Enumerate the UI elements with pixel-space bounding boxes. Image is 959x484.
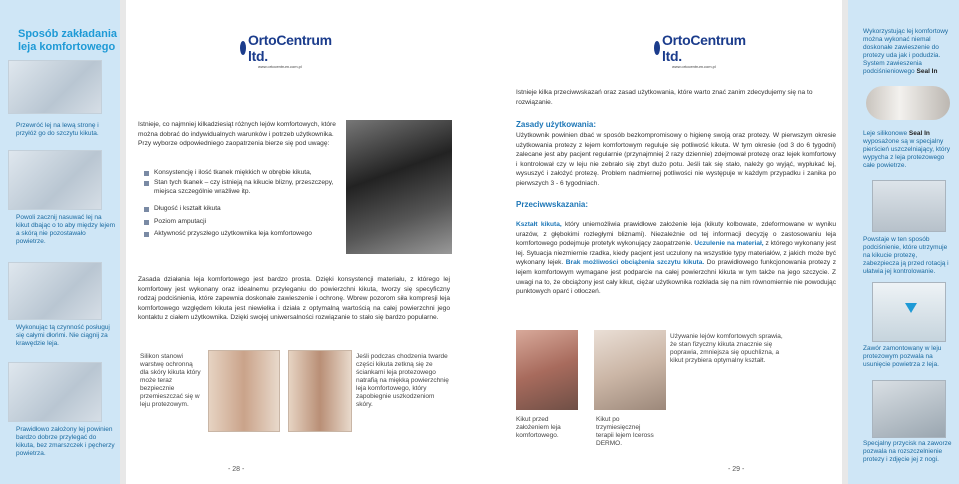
logo-mark-icon bbox=[654, 41, 660, 55]
principle-text: Zasada działania leja komfortowego jest bardzo prosta. Dzięki konsystencji materiału, z którego lej komfortowy jest wykonany oraz idealnemu przyleganiu do powierzchni kikuta, tworzy się specyficzny rodzaj podciśnienia, które zapewnia doskonałe zawieszenie i ochronę. Wbrew pozorom siła kompresji leja komfortowego względem kikuta jest niewielka i działa z optymalną wartością na całej powierzchni jego kontaktu z ciałem użytkownika. Dzięki swojej uniwersalności rozwiązanie to stało się bardzo popularne. bbox=[138, 276, 450, 322]
walk-caption: Jeśli podczas chodzenia twarde części kikuta zetkną się ze ściankami leja protezowego natrafią na miękką powierzchnię leja komfortowego, który zapobiegnie uszkodzeniom skóry. bbox=[356, 353, 449, 408]
seal-ring-caption-pre: Leje silikonowe bbox=[863, 130, 908, 137]
after-photo bbox=[594, 330, 666, 410]
step-3-photo bbox=[8, 262, 102, 320]
seal-ring-caption-post: wyposażone są w specjalny pierścień uszczelniający, który wypycha z leja protezowego całe powietrze. bbox=[863, 138, 950, 169]
before-photo bbox=[516, 330, 578, 410]
logo-url: www.ortocentrum.com.pl bbox=[672, 64, 716, 69]
right-intro: Istnieje kilka przeciwwskazań oraz zasad użytkowania, które warto znać zanim zdecydujemy się na to rozwiązanie. bbox=[516, 89, 813, 106]
contra-1-label: Kształt kikuta, bbox=[516, 221, 562, 228]
list-item: Aktywność przyszłego użytkownika leja komfortowego bbox=[144, 229, 344, 239]
release-button-photo bbox=[872, 380, 946, 438]
silicon-caption: Silikon stanowi warstwę ochronną dla skóry kikuta który może teraz bezpiecznie przemieszczać się w leju protezowym. bbox=[140, 353, 201, 408]
list-item: Poziom amputacji bbox=[144, 217, 344, 227]
step-1-photo bbox=[8, 60, 102, 114]
seal-in-label: Seal In bbox=[908, 130, 930, 137]
silicon-diagram bbox=[208, 350, 280, 432]
logo-name: OrtoCentrum ltd. bbox=[662, 32, 746, 64]
gutter-left bbox=[120, 0, 126, 484]
logo-url: www.ortocentrum.com.pl bbox=[258, 64, 302, 69]
step-3-caption: Wykonując tą czynność posługuj się całymi dłońmi. Nie ciągnij za krawędzie leja. bbox=[16, 324, 110, 347]
intro-text: Istnieje, co najmniej kilkadziesiąt różnych lejów komfortowych, które można dobrać do indywidualnych warunków i potrzeb użytkownika. Przy wyborze odpowiedniego zaopatrzenia bierze się pod uwagę: bbox=[138, 121, 336, 148]
release-caption: Specjalny przycisk na zaworze pozwala na rozszczelnienie protezy i zdjęcie jej z nogi. bbox=[863, 440, 952, 463]
page-number-left: - 28 - bbox=[228, 466, 245, 473]
contra-3-label: Brak możliwości obciążenia szczytu kikuta. bbox=[565, 259, 705, 267]
usage-text: Użytkownik powinien dbać w sposób bezkompromisowy o higienę swoją oraz protezy. W pierwszym okresie użytkowania protezy z lejem komfortowym reguluje się potliwość kikuta. W tym okresie (od 3 do 6 tygodni) zalecane jest aby pacjent regularnie (przynajmniej 2 razy dziennie) zdejmował protezę oraz lejek komfortowy i kontrolował czy w leju nie zebrało się zbyt dużo potu. Jeśli tak się stało, należy go wyjąć, wypłukać lej, wysuszyć i założyć protezę. Problem nadmiernej potliwości nie występuje w każdym przypadku i zanika po pierwszych 3 - 6 tygodniach. bbox=[516, 132, 836, 187]
seal-in-caption-text: Wykorzystując lej komfortowy można wykonać niemal doskonałe zawieszenie do protezy uda jak i podudzia. System zawieszenia podciśnieniowego bbox=[863, 28, 949, 75]
socket-diagram-1 bbox=[872, 180, 946, 232]
list-item: Stan tych tkanek – czy istnieją na kikucie blizny, przeszczepy, miejsca szczególnie wrażliwe itp. bbox=[144, 178, 344, 197]
list-item: Konsystencję i ilość tkanek miękkich w obrębie kikuta, bbox=[144, 168, 344, 178]
sidebar-title: Sposób zakładania leja komfortowego bbox=[18, 28, 118, 53]
before-caption: Kikut przed założeniem leja komfortowego. bbox=[516, 416, 561, 439]
usage-heading: Zasady użytkowania: bbox=[516, 120, 597, 129]
logo-right bbox=[654, 32, 744, 69]
list-item: Długość i kształt kikuta bbox=[144, 204, 344, 214]
step-1-caption: Przewróć lej na lewą stronę i przyłóż go do szczytu kikuta. bbox=[16, 122, 99, 137]
logo-left bbox=[240, 32, 330, 69]
contra-2-text: z którego wykonany jest lej. Sytuacja niezmiernie rzadka, kiedy pacjent jest uczulony na wszystkie typy materiałów, z jakich może być wykonany lejek. bbox=[516, 240, 836, 267]
after-caption: Kikut po trzymiesięcznej terapii lejem Iceross DERMO. bbox=[596, 416, 654, 447]
contra-text bbox=[516, 220, 836, 297]
seal-in-label: Seal In bbox=[916, 68, 938, 75]
logo-mark-icon bbox=[240, 41, 246, 55]
seal-in-caption bbox=[863, 28, 955, 76]
page-number-right: - 29 - bbox=[728, 466, 745, 473]
contra-heading: Przeciwwskazania: bbox=[516, 200, 589, 209]
criteria-list-b bbox=[144, 204, 344, 239]
suction-caption: Powstaje w ten sposób podciśnienie, które utrzymuje na kikucie protezę, zabezpiecza ją przed rotacją i ułatwia jej kontrolowanie. bbox=[863, 236, 949, 275]
step-4-photo bbox=[8, 362, 102, 422]
step-4-caption: Prawidłowo założony lej powinien bardzo dobrze przylegać do kikuta, bez zmarszczek i pęcherzy powietrza. bbox=[16, 426, 115, 457]
patient-photo bbox=[346, 120, 452, 254]
contra-3-text: Do prawidłowego funkcjonowania protezy z lejem komfortowym wymagane jest podparcie na całej powierzchni kikuta w tym także na jego szczycie. Z uwagi na to, że obciążony jest cały kikut, ciężar użytkownika rozkłada się na nim równomiernie nie powodując punktowych oparć i otłoczeń. bbox=[516, 259, 836, 296]
valve-diagram bbox=[872, 282, 946, 342]
walk-diagram bbox=[288, 350, 352, 432]
logo-name: OrtoCentrum ltd. bbox=[248, 32, 332, 64]
contra-1-text: który uniemożliwia prawidłowe założenie leja (kikuty kolbowate, zdeformowane w wyniku urazów, z głębokimi rozległymi bliznami). Niezależnie od tej informacji decyzję o zastosowaniu leja komfortowego podejmuje protetyk wykonujący zaopatrzenie. bbox=[516, 221, 837, 248]
contra-2-label: Uczulenie na materiał, bbox=[694, 240, 764, 248]
step-2-photo bbox=[8, 150, 102, 210]
step-2-caption: Powoli zacznij nasuwać lej na kikut dbając o to aby między lejem a skórą nie pozostawało powietrze. bbox=[16, 214, 115, 245]
arrow-down-icon bbox=[905, 303, 917, 313]
seal-ring-caption bbox=[863, 130, 955, 170]
liner-photo bbox=[866, 86, 950, 120]
improvement-caption: Używanie lejów komfortowych sprawia, że stan fizyczny kikuta znacznie się poprawia, zmniejsza się opuchlizna, a kikut przybiera optymalny kształt. bbox=[670, 333, 783, 364]
criteria-list-a bbox=[144, 168, 344, 197]
valve-caption: Zawór zamontowany w leju protezowym pozwala na usunięcie powietrza z leja. bbox=[863, 345, 942, 368]
